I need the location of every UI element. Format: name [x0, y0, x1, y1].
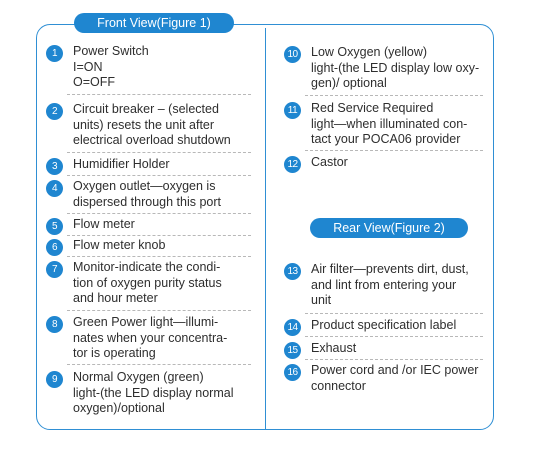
item-number-badge: 16 [284, 364, 301, 381]
item-number-badge: 2 [46, 103, 63, 120]
separator [67, 235, 251, 236]
item-number-badge: 14 [284, 319, 301, 336]
item-description: Humidifier Holder [73, 157, 170, 171]
item-description: Red Service Required light—when illuminated con- tact your POCA06 provider [311, 101, 468, 146]
separator [67, 175, 251, 176]
item-description: Circuit breaker – (selected units) resets the unit after electrical overload shutdown [73, 102, 231, 147]
item-number-badge: 8 [46, 316, 63, 333]
separator [305, 95, 483, 96]
item-number-badge: 13 [284, 263, 301, 280]
item-description: Power Switch I=ON O=OFF [73, 44, 149, 89]
separator [305, 313, 483, 314]
separator [67, 94, 251, 95]
item-number-badge: 6 [46, 239, 63, 256]
separator [305, 336, 483, 337]
item-description: Power cord and /or IEC power connector [311, 363, 479, 393]
item-description: Normal Oxygen (green) light-(the LED display normal oxygen)/optional [73, 370, 234, 415]
item-description: Air filter—prevents dirt, dust, and lint from entering your unit [311, 262, 469, 307]
item-description: Flow meter knob [73, 238, 166, 252]
separator [67, 310, 251, 311]
item-description: Product specification label [311, 318, 457, 332]
item-description: Low Oxygen (yellow) light-(the LED display low oxy- gen)/ optional [311, 45, 480, 90]
item-description: Oxygen outlet—oxygen is dispersed through this port [73, 179, 222, 209]
item-number-badge: 11 [284, 102, 301, 119]
item-number-badge: 9 [46, 371, 63, 388]
item-number-badge: 7 [46, 261, 63, 278]
item-number-badge: 15 [284, 342, 301, 359]
separator [67, 213, 251, 214]
separator [67, 256, 251, 257]
item-description: Exhaust [311, 341, 357, 355]
item-number-badge: 5 [46, 218, 63, 235]
separator [305, 359, 483, 360]
column-divider [265, 28, 266, 430]
separator [67, 152, 251, 153]
item-number-badge: 4 [46, 180, 63, 197]
item-description: Castor [311, 155, 348, 169]
item-number-badge: 3 [46, 158, 63, 175]
item-number-badge: 1 [46, 45, 63, 62]
separator [67, 364, 251, 365]
front-view-header: Front View(Figure 1) [74, 13, 234, 33]
item-number-badge: 10 [284, 46, 301, 63]
item-description: Flow meter [73, 217, 135, 231]
item-description: Monitor-indicate the condi- tion of oxygen purity status and hour meter [73, 260, 222, 305]
item-description: Green Power light—illumi- nates when your concentra- tor is operating [73, 315, 228, 360]
separator [305, 150, 483, 151]
item-number-badge: 12 [284, 156, 301, 173]
rear-view-header: Rear View(Figure 2) [310, 218, 468, 238]
